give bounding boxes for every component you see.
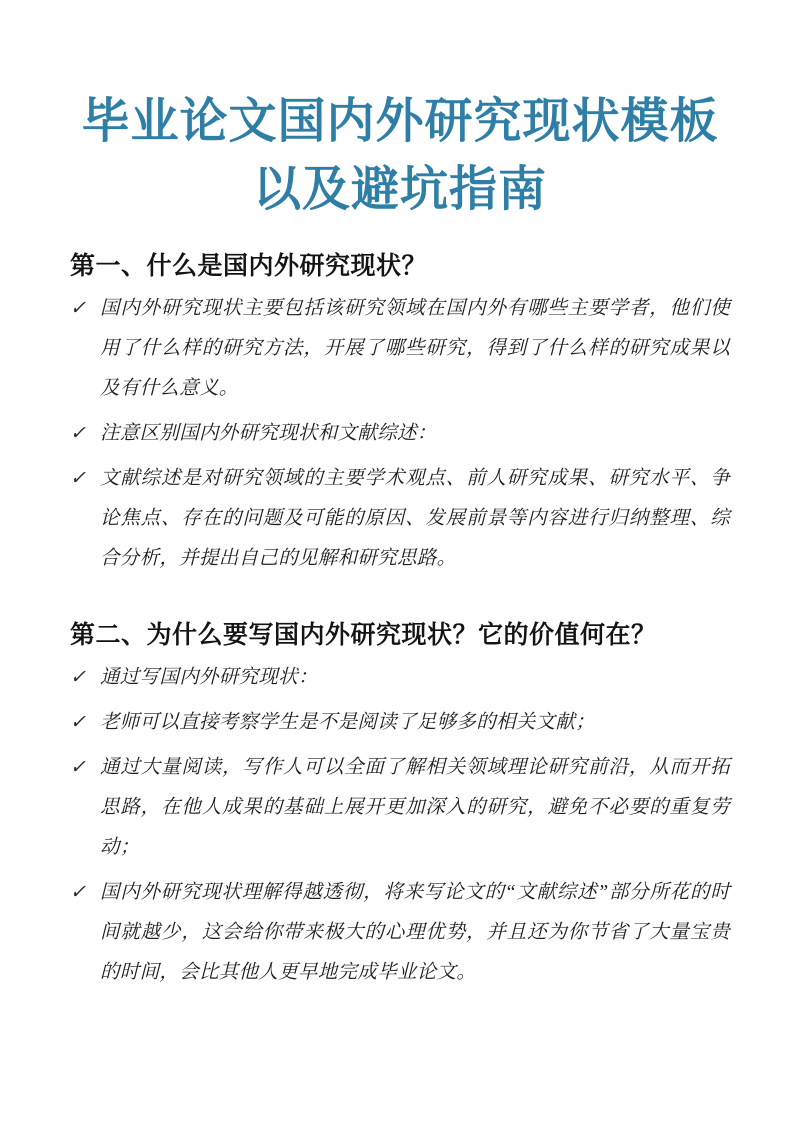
bullet-item bbox=[70, 873, 730, 993]
document-title bbox=[70, 88, 730, 224]
bullet-text: 国内外研究现状主要包括该研究领域在国内外有哪些主要学者，他们使用了什么样的研究方法，开展了哪些研究，得到了什么样的研究成果以及有什么意义。 bbox=[100, 298, 730, 399]
section-what-is bbox=[70, 250, 730, 579]
bullet-item bbox=[70, 703, 730, 743]
checkmark-icon: ✓ bbox=[70, 298, 86, 319]
bullet-text: 注意区别国内外研究现状和文献综述： bbox=[100, 423, 437, 444]
section-2-heading: 第二、为什么要写国内外研究现状？它的价值何在？ bbox=[70, 622, 657, 649]
bullet-item bbox=[70, 459, 730, 579]
bullet-item bbox=[70, 658, 730, 698]
checkmark-icon: ✓ bbox=[70, 667, 86, 688]
section-1-heading: 第一、什么是国内外研究现状？ bbox=[70, 253, 428, 280]
checkmark-icon: ✓ bbox=[70, 712, 86, 733]
bullet-item bbox=[70, 748, 730, 868]
bullet-item bbox=[70, 414, 730, 454]
bullet-text: 国内外研究现状理解得越透彻，将来写论文的“文献综述”部分所花的时间就越少，这会给你带来极大的心理优势，并且还为你节省了大量宝贵的时间，会比其他人更早地完成毕业论文。 bbox=[100, 882, 730, 983]
document-title-line2: 以及避坑指南 bbox=[252, 163, 547, 216]
section-why-write bbox=[70, 619, 730, 993]
checkmark-icon: ✓ bbox=[70, 468, 86, 489]
document-title-line1: 毕业论文国内外研究现状模板 bbox=[81, 95, 719, 148]
checkmark-icon: ✓ bbox=[70, 423, 86, 444]
bullet-item bbox=[70, 289, 730, 409]
checkmark-icon: ✓ bbox=[70, 882, 86, 903]
checkmark-icon: ✓ bbox=[70, 757, 86, 778]
bullet-text: 通过大量阅读，写作人可以全面了解相关领域理论研究前沿，从而开拓思路，在他人成果的基础上展开更加深入的研究，避免不必要的重复劳动； bbox=[100, 757, 730, 858]
bullet-text: 文献综述是对研究领域的主要学术观点、前人研究成果、研究水平、争论焦点、存在的问题及可能的原因、发展前景等内容进行归纳整理、综合分析，并提出自己的见解和研究思路。 bbox=[100, 468, 730, 569]
bullet-text: 老师可以直接考察学生是不是阅读了足够多的相关文献； bbox=[100, 712, 596, 733]
bullet-text: 通过写国内外研究现状： bbox=[100, 667, 318, 688]
